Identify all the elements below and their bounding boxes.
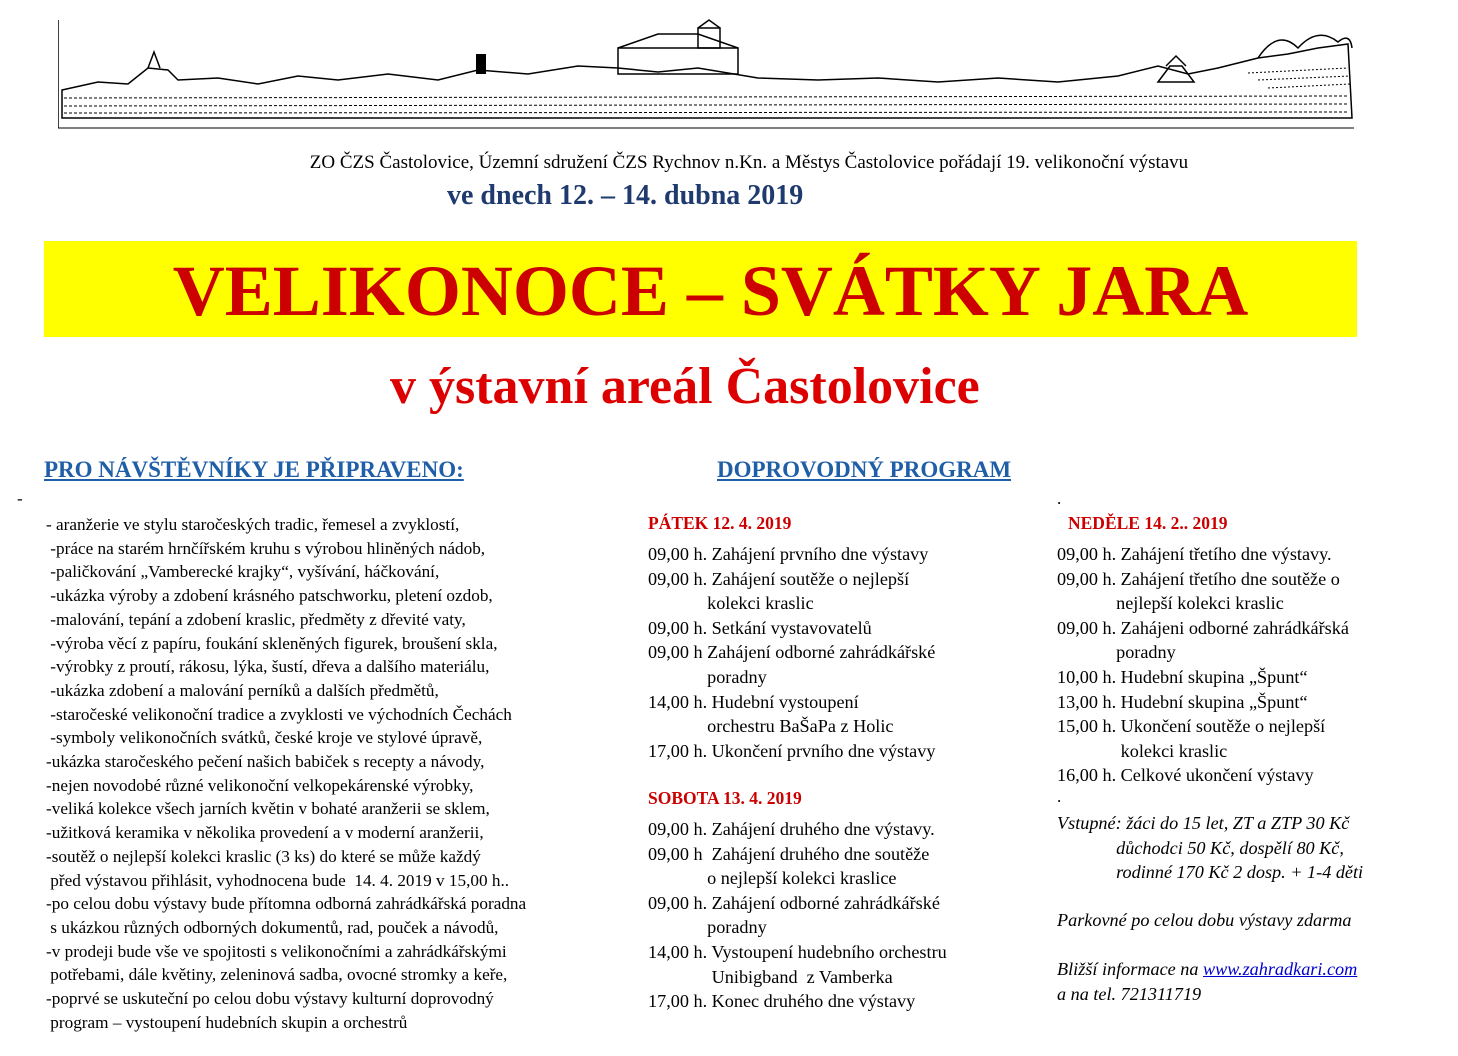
visitors-heading: PRO NÁVŠTĚVNÍKY JE PŘIPRAVENO:: [44, 457, 464, 482]
event-dates: ve dnech 12. – 14. dubna 2019: [447, 180, 804, 211]
stray-dot: .: [1057, 787, 1062, 806]
friday-schedule: 09,00 h. Zahájení prvního dne výstavy 09,00 h. Zahájení soutěže o nejlepší kolekci kraslic 09,00 h. Setkání vystavovatelů 09,00 h Zahájení odborné zahrádkářské poradny 14,00 h. Hudební vystoupení orchestru BaŠaPa z Holic 17,00 h. Ukončení prvního dne výstavy: [648, 544, 936, 761]
event-title: VELIKONOCE – SVÁTKY JARA: [172, 251, 1249, 331]
admission-prices: Vstupné: žáci do 15 let, ZT a ZTP 30 Kč důchodci 50 Kč, dospělí 80 Kč, rodinné 170 Kč 2 dosp. + 1-4 děti: [1057, 813, 1364, 883]
town-skyline-illustration: [58, 18, 1354, 130]
program-heading: DOPROVODNÝ PROGRAM: [717, 457, 1012, 482]
website-link[interactable]: www.zahradkari.com: [1203, 959, 1358, 979]
stray-dot: .: [1057, 489, 1062, 508]
organizers-line: ZO ČZS Častolovice, Územní sdružení ČZS Rychnov n.Kn. a Městys Častolovice pořádají 19. velikonoční výstavu: [309, 152, 1189, 173]
saturday-schedule: 09,00 h. Zahájení druhého dne výstavy. 09,00 h Zahájení druhého dne soutěže o nejlepší kolekci kraslice 09,00 h. Zahájení odborné zahrádkářské poradny 14,00 h. Vystoupení hudebního orchestru Unibigband z Vamberka 17,00 h. Konec druhého dne výstavy: [648, 819, 947, 1012]
venue-line: v ýstavní areál Častolovice: [390, 358, 980, 415]
sunday-schedule: 09,00 h. Zahájení třetího dne výstavy. 09,00 h. Zahájení třetího dne soutěže o nejlepší kolekci kraslic 09,00 h. Zahájeni odborné zahrádkářská poradny 10,00 h. Hudební skupina „Špunt“ 13,00 h. Hudební skupina „Špunt“ 15,00 h. Ukončení soutěže o nejlepší kolekci kraslic 16,00 h. Celkové ukončení výstavy: [1057, 544, 1349, 786]
visitor-attractions-list: - aranžerie ve stylu staročeských tradic, řemesel a zvyklostí, -práce na starém hrnčířském kruhu s výrobou hliněných nádob, -paličkování „Vamberecké krajky“, vyšívání, háčkování, -ukázka výroby a zdobení krásného patschworku, pletení ozdob, -malování, tepání a zdobení kraslic, předměty z dřevité vaty, -výroba věcí z papíru, foukání skleněných figurek, broušení skla, -výrobky z proutí, rákosu, lýka, šustí, dřeva a dalšího materiálu, -ukázka zdobení a malování perníků a dalších předmětů, -staročeské velikonoční tradice a zvyklosti ve východních Čechách -symboly velikonočních svátků, české kroje ve stylové úpravě, -ukázka staročeského pečení našich babiček s recepty a návody, -nejen novodobé různé velikonoční velkopekárenské výrobky, -veliká kolekce všech jarních květin v bohaté aranžerii se sklem, -užitková keramika v několika provedení a v moderní aranžerii, -soutěž o nejlepší kolekci kraslic (3 ks) do které se může každý před výstavou přihlásit, vyhodnocena bude 14. 4. 2019 v 15,00 h.. -po celou dobu výstavy bude přítomna odborná zahrádkářská poradna s ukázkou různých odborných dokumentů, rad, pouček a návodů, -v prodeji bude vše ve spojitosti s velikonočními a zahrádkářskými potřebami, dále květiny, zeleninová sadba, ovocné stromky a keře, -poprvé se uskuteční po celou dobu výstavy kulturní doprovodný program – vystoupení hudebních skupin a orchestrů: [46, 515, 527, 1032]
info-prefix: Bližší informace na: [1057, 959, 1203, 979]
sunday-title: NEDĚLE 14. 2.. 2019: [1068, 513, 1228, 533]
contact-info: [1057, 957, 1357, 1006]
stray-dash: -: [17, 489, 23, 508]
parking-note: Parkovné po celou dobu výstavy zdarma: [1057, 910, 1352, 930]
phone-line: a na tel. 721311719: [1057, 983, 1202, 1004]
friday-title: PÁTEK 12. 4. 2019: [648, 513, 792, 533]
saturday-title: SOBOTA 13. 4. 2019: [648, 788, 802, 808]
